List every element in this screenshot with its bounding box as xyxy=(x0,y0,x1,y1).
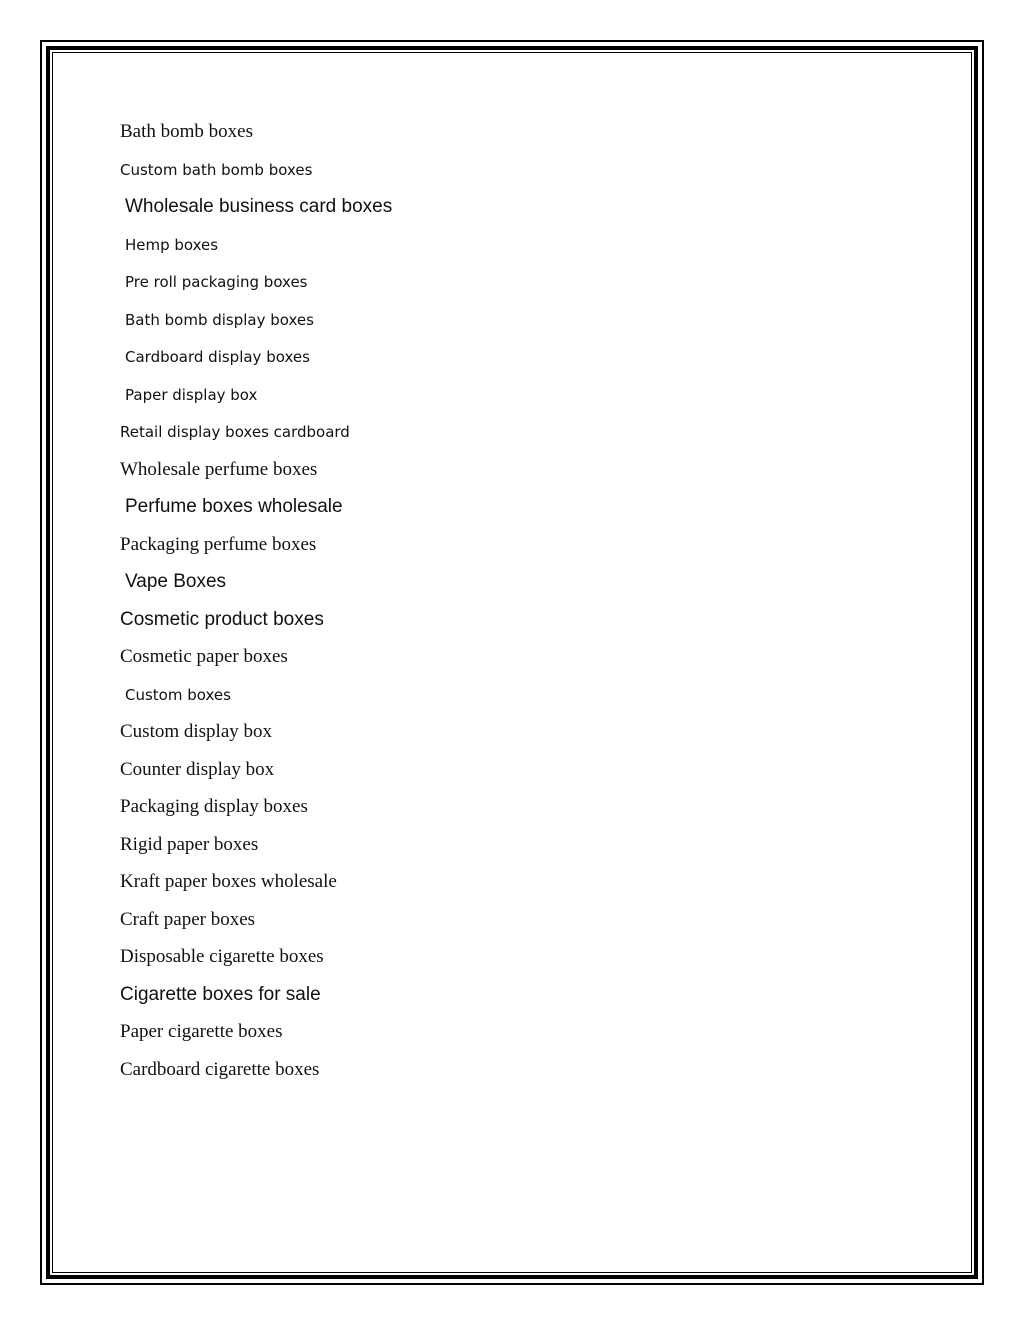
list-item: Paper cigarette boxes xyxy=(120,1021,283,1042)
list-item: Hemp boxes xyxy=(125,235,219,254)
list-item: Perfume boxes wholesale xyxy=(125,496,343,517)
list-item: Pre roll packaging boxes xyxy=(125,273,308,291)
list-item: Cardboard display boxes xyxy=(125,348,310,366)
list-item: Disposable cigarette boxes xyxy=(120,946,324,967)
keyword-list xyxy=(120,118,392,1093)
list-item: Bath bomb display boxes xyxy=(125,310,314,329)
list-item: Wholesale business card boxes xyxy=(125,196,393,217)
list-item: Custom boxes xyxy=(125,685,231,704)
list-item: Cosmetic paper boxes xyxy=(120,646,288,667)
list-item: Retail display boxes cardboard xyxy=(120,423,350,441)
list-item: Cosmetic product boxes xyxy=(120,608,324,630)
list-item: Packaging perfume boxes xyxy=(120,533,317,555)
list-item: Cardboard cigarette boxes xyxy=(120,1058,320,1080)
list-item: Craft paper boxes xyxy=(120,908,256,930)
list-item: Kraft paper boxes wholesale xyxy=(120,871,337,892)
list-item: Custom bath bomb boxes xyxy=(120,160,313,179)
list-item: Counter display box xyxy=(120,758,275,780)
list-item: Custom display box xyxy=(120,721,273,742)
list-item: Packaging display boxes xyxy=(120,796,308,817)
list-item: Paper display box xyxy=(125,385,258,404)
list-item: Wholesale perfume boxes xyxy=(120,458,318,480)
list-item: Bath bomb boxes xyxy=(120,121,253,142)
list-item: Rigid paper boxes xyxy=(120,833,259,855)
list-item: Cigarette boxes for sale xyxy=(120,983,321,1005)
list-item: Vape Boxes xyxy=(125,571,227,592)
